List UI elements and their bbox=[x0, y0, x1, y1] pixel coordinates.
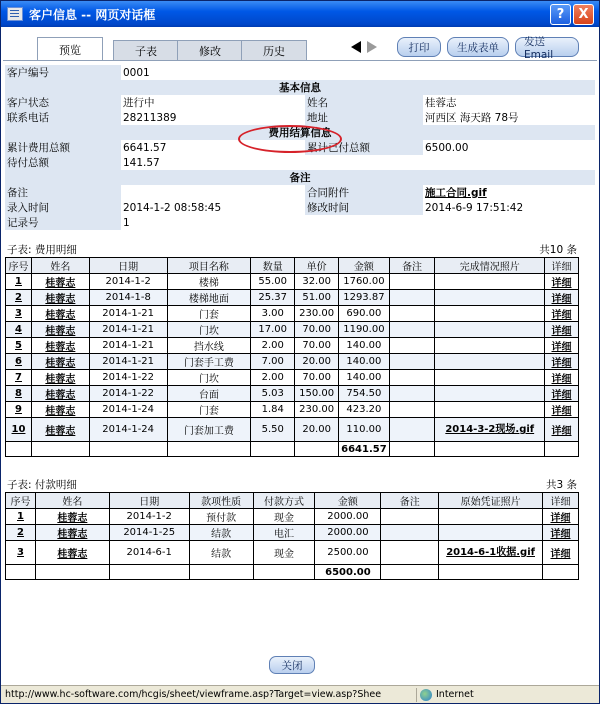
expense-total-cell bbox=[435, 442, 545, 457]
expense-row bbox=[6, 322, 579, 338]
expense-name-link[interactable]: 桂蓉志 bbox=[31, 418, 89, 442]
expense-detail-link[interactable]: 详细 bbox=[545, 354, 579, 370]
phone-value: 28211389 bbox=[121, 110, 305, 125]
expense-cell: 2014-1-22 bbox=[89, 386, 167, 402]
payment-total-row bbox=[6, 565, 579, 580]
expense-cell: 20.00 bbox=[295, 354, 339, 370]
expense-cell: 2014-1-21 bbox=[89, 338, 167, 354]
expense-cell: 挡水线 bbox=[167, 338, 251, 354]
expense-cell: 1190.00 bbox=[339, 322, 390, 338]
expense-header-cell: 数量 bbox=[251, 258, 295, 274]
zone-indicator bbox=[420, 689, 474, 701]
expense-cell: 140.00 bbox=[339, 354, 390, 370]
name-value: 桂蓉志 bbox=[423, 95, 595, 110]
zone-label: Internet bbox=[436, 689, 474, 700]
expense-total-row bbox=[6, 442, 579, 457]
payment-cell: 2000.00 bbox=[315, 509, 381, 525]
expense-header-cell: 日期 bbox=[89, 258, 167, 274]
payment-cell: 现金 bbox=[253, 541, 315, 565]
expense-name-link[interactable]: 桂蓉志 bbox=[31, 370, 89, 386]
expense-row-number-link[interactable]: 9 bbox=[6, 402, 32, 418]
payment-row bbox=[6, 509, 579, 525]
customer-id-label: 客户编号 bbox=[5, 65, 121, 80]
expense-cell bbox=[389, 306, 435, 322]
expense-row bbox=[6, 370, 579, 386]
expense-cell bbox=[389, 402, 435, 418]
expense-cell: 楼梯 bbox=[167, 274, 251, 290]
payment-photo-link bbox=[439, 525, 543, 541]
expense-header-cell: 金额 bbox=[339, 258, 390, 274]
expense-table-header bbox=[5, 244, 579, 257]
expense-header-cell: 项目名称 bbox=[167, 258, 251, 274]
expense-name-link[interactable]: 桂蓉志 bbox=[31, 402, 89, 418]
expense-cell bbox=[389, 274, 435, 290]
notes-heading: 备注 bbox=[5, 170, 595, 185]
address-value: 河西区 海天路 78号 bbox=[423, 110, 595, 125]
expense-cell: 2014-1-24 bbox=[89, 402, 167, 418]
payment-cell: 电汇 bbox=[253, 525, 315, 541]
expense-cell: 门套 bbox=[167, 402, 251, 418]
payment-total-cell bbox=[189, 565, 253, 580]
expense-cell: 110.00 bbox=[339, 418, 390, 442]
expense-name-link[interactable]: 桂蓉志 bbox=[31, 290, 89, 306]
expense-cell: 1760.00 bbox=[339, 274, 390, 290]
expense-cell: 楼梯地面 bbox=[167, 290, 251, 306]
payment-cell: 现金 bbox=[253, 509, 315, 525]
expense-detail-link[interactable]: 详细 bbox=[545, 338, 579, 354]
expense-cell: 2014-1-21 bbox=[89, 322, 167, 338]
payment-table-header bbox=[5, 479, 579, 492]
total-cost-value: 6641.57 bbox=[121, 140, 305, 155]
generate-form-button[interactable]: 生成表单 bbox=[447, 37, 509, 57]
expense-cell bbox=[389, 290, 435, 306]
payment-header-cell: 金额 bbox=[315, 493, 381, 509]
expense-table bbox=[5, 257, 579, 457]
pending-label: 待付总额 bbox=[5, 155, 121, 170]
tab-modify[interactable]: 修改 bbox=[177, 40, 243, 60]
status-label: 客户状态 bbox=[5, 95, 121, 110]
entry-time-value: 2014-1-2 08:58:45 bbox=[121, 200, 305, 215]
expense-cell: 20.00 bbox=[295, 418, 339, 442]
customer-id-value: 0001 bbox=[121, 65, 595, 80]
expense-row-number-link[interactable]: 5 bbox=[6, 338, 32, 354]
expense-photo-link[interactable]: 2014-3-2现场.gif bbox=[435, 418, 545, 442]
expense-photo-link bbox=[435, 402, 545, 418]
payment-name-link[interactable]: 桂蓉志 bbox=[35, 509, 109, 525]
expense-cell: 2014-1-21 bbox=[89, 306, 167, 322]
expense-cell: 423.20 bbox=[339, 402, 390, 418]
expense-cell: 140.00 bbox=[339, 338, 390, 354]
expense-cell: 754.50 bbox=[339, 386, 390, 402]
expense-cell: 门坎 bbox=[167, 322, 251, 338]
expense-total-cell bbox=[251, 442, 295, 457]
previous-arrow-icon[interactable] bbox=[351, 41, 361, 53]
contract-label: 合同附件 bbox=[305, 185, 423, 200]
expense-cell: 70.00 bbox=[295, 322, 339, 338]
expense-cell bbox=[389, 338, 435, 354]
payment-total-cell bbox=[439, 565, 543, 580]
payment-cell: 2014-6-1 bbox=[109, 541, 189, 565]
expense-row bbox=[6, 338, 579, 354]
expense-total-cell bbox=[6, 442, 32, 457]
status-separator bbox=[416, 688, 417, 702]
notes-value bbox=[121, 185, 305, 200]
expense-cell: 690.00 bbox=[339, 306, 390, 322]
expense-row bbox=[6, 386, 579, 402]
tab-subtable[interactable]: 子表 bbox=[113, 40, 179, 60]
expense-header-cell: 单价 bbox=[295, 258, 339, 274]
payment-total-cell bbox=[381, 565, 439, 580]
expense-cell: 2014-1-21 bbox=[89, 354, 167, 370]
expense-name-link[interactable]: 桂蓉志 bbox=[31, 274, 89, 290]
cost-info-heading: 费用结算信息 bbox=[5, 125, 595, 140]
expense-row-number-link[interactable]: 8 bbox=[6, 386, 32, 402]
expense-photo-link bbox=[435, 386, 545, 402]
payment-cell: 2014-1-2 bbox=[109, 509, 189, 525]
expense-cell: 230.00 bbox=[295, 306, 339, 322]
expense-table-count: 共10 条 bbox=[539, 244, 577, 256]
expense-header-cell: 姓名 bbox=[31, 258, 89, 274]
expense-photo-link bbox=[435, 338, 545, 354]
payment-row bbox=[6, 525, 579, 541]
close-button[interactable]: 关闭 bbox=[269, 656, 315, 674]
modify-time-value: 2014-6-9 17:51:42 bbox=[423, 200, 595, 215]
payment-total-value: 6500.00 bbox=[315, 565, 381, 580]
expense-name-link[interactable]: 桂蓉志 bbox=[31, 354, 89, 370]
payment-cell: 2000.00 bbox=[315, 525, 381, 541]
globe-icon bbox=[420, 689, 432, 701]
expense-total-value: 6641.57 bbox=[339, 442, 390, 457]
expense-row-number-link[interactable]: 1 bbox=[6, 274, 32, 290]
close-window-button[interactable]: X bbox=[573, 4, 594, 25]
expense-cell: 25.37 bbox=[251, 290, 295, 306]
expense-cell bbox=[389, 386, 435, 402]
expense-photo-link bbox=[435, 290, 545, 306]
expense-cell: 台面 bbox=[167, 386, 251, 402]
expense-row bbox=[6, 354, 579, 370]
payment-row bbox=[6, 541, 579, 565]
record-value: 1 bbox=[121, 215, 595, 230]
expense-row-number-link[interactable]: 3 bbox=[6, 306, 32, 322]
customer-info-table bbox=[5, 65, 595, 230]
next-arrow-icon[interactable] bbox=[367, 41, 377, 53]
app-icon bbox=[7, 7, 23, 21]
payment-cell bbox=[381, 509, 439, 525]
expense-name-link[interactable]: 桂蓉志 bbox=[31, 386, 89, 402]
expense-header-cell: 序号 bbox=[6, 258, 32, 274]
expense-detail-link[interactable]: 详细 bbox=[545, 274, 579, 290]
contract-attachment-link[interactable]: 施工合同.gif bbox=[425, 187, 487, 199]
expense-cell: 3.00 bbox=[251, 306, 295, 322]
expense-cell: 2014-1-2 bbox=[89, 274, 167, 290]
expense-detail-link[interactable]: 详细 bbox=[545, 386, 579, 402]
expense-cell: 7.00 bbox=[251, 354, 295, 370]
payment-cell: 2500.00 bbox=[315, 541, 381, 565]
expense-cell: 门套 bbox=[167, 306, 251, 322]
expense-row-number-link[interactable]: 2 bbox=[6, 290, 32, 306]
payment-header-cell: 原始凭证照片 bbox=[439, 493, 543, 509]
payment-header-cell: 款项性质 bbox=[189, 493, 253, 509]
payment-name-link[interactable]: 桂蓉志 bbox=[35, 525, 109, 541]
payment-row-number-link[interactable]: 2 bbox=[6, 525, 36, 541]
expense-cell bbox=[389, 322, 435, 338]
expense-cell: 55.00 bbox=[251, 274, 295, 290]
payment-cell: 结款 bbox=[189, 541, 253, 565]
print-button[interactable]: 打印 bbox=[397, 37, 441, 57]
payment-table bbox=[5, 492, 579, 580]
pending-value: 141.57 bbox=[121, 155, 595, 170]
expense-cell: 1293.87 bbox=[339, 290, 390, 306]
modify-time-label: 修改时间 bbox=[305, 200, 423, 215]
tab-preview[interactable]: 预览 bbox=[37, 37, 103, 61]
status-bar bbox=[1, 685, 599, 703]
tab-bar bbox=[3, 27, 597, 61]
payment-cell: 2014-1-25 bbox=[109, 525, 189, 541]
expense-cell: 17.00 bbox=[251, 322, 295, 338]
expense-header-cell: 完成情况照片 bbox=[435, 258, 545, 274]
expense-cell: 2014-1-8 bbox=[89, 290, 167, 306]
expense-cell: 门坎 bbox=[167, 370, 251, 386]
expense-name-link[interactable]: 桂蓉志 bbox=[31, 338, 89, 354]
payment-photo-link[interactable]: 2014-6-1收据.gif bbox=[439, 541, 543, 565]
payment-table-title: 子表: 付款明细 bbox=[7, 479, 77, 491]
payment-detail-link[interactable]: 详细 bbox=[542, 509, 578, 525]
expense-cell: 1.84 bbox=[251, 402, 295, 418]
expense-name-link[interactable]: 桂蓉志 bbox=[31, 306, 89, 322]
payment-total-cell bbox=[35, 565, 109, 580]
expense-cell: 2014-1-24 bbox=[89, 418, 167, 442]
payment-header-cell: 备注 bbox=[381, 493, 439, 509]
expense-photo-link bbox=[435, 274, 545, 290]
payment-row-number-link[interactable]: 3 bbox=[6, 541, 36, 565]
expense-name-link[interactable]: 桂蓉志 bbox=[31, 322, 89, 338]
expense-cell: 门套手工费 bbox=[167, 354, 251, 370]
payment-row-number-link[interactable]: 1 bbox=[6, 509, 36, 525]
expense-photo-link bbox=[435, 354, 545, 370]
window-title: 客户信息 -- 网页对话框 bbox=[29, 7, 156, 22]
expense-row bbox=[6, 402, 579, 418]
expense-detail-link[interactable]: 详细 bbox=[545, 370, 579, 386]
status-value: 进行中 bbox=[121, 95, 305, 110]
payment-total-cell bbox=[542, 565, 578, 580]
payment-cell: 结款 bbox=[189, 525, 253, 541]
send-email-button[interactable]: 发送Email bbox=[515, 37, 579, 57]
payment-cell bbox=[381, 541, 439, 565]
expense-table-title: 子表: 费用明细 bbox=[7, 244, 77, 256]
expense-total-cell bbox=[295, 442, 339, 457]
expense-cell: 门套加工费 bbox=[167, 418, 251, 442]
expense-header-cell: 详细 bbox=[545, 258, 579, 274]
notes-label: 备注 bbox=[5, 185, 121, 200]
tab-divider bbox=[3, 60, 597, 61]
expense-row-number-link[interactable]: 10 bbox=[6, 418, 32, 442]
payment-detail-link[interactable]: 详细 bbox=[542, 525, 578, 541]
expense-row bbox=[6, 306, 579, 322]
expense-cell: 5.50 bbox=[251, 418, 295, 442]
status-url: http://www.hc-software.com/hcgis/sheet/viewframe.asp?Target=view.asp?Shee bbox=[5, 689, 382, 700]
basic-info-heading: 基本信息 bbox=[5, 80, 595, 95]
payment-cell: 预付款 bbox=[189, 509, 253, 525]
expense-detail-link[interactable]: 详细 bbox=[545, 322, 579, 338]
payment-detail-link[interactable]: 详细 bbox=[542, 541, 578, 565]
expense-detail-link[interactable]: 详细 bbox=[545, 290, 579, 306]
expense-total-cell bbox=[389, 442, 435, 457]
expense-total-cell bbox=[89, 442, 167, 457]
payment-total-cell bbox=[253, 565, 315, 580]
expense-total-cell bbox=[545, 442, 579, 457]
phone-label: 联系电话 bbox=[5, 110, 121, 125]
expense-cell: 32.00 bbox=[295, 274, 339, 290]
expense-cell bbox=[389, 370, 435, 386]
total-cost-label: 累计费用总额 bbox=[5, 140, 121, 155]
record-label: 记录号 bbox=[5, 215, 121, 230]
expense-header-cell: 备注 bbox=[389, 258, 435, 274]
expense-row-number-link[interactable]: 7 bbox=[6, 370, 32, 386]
total-paid-label: 累计已付总额 bbox=[305, 140, 423, 155]
payment-header-cell: 付款方式 bbox=[253, 493, 315, 509]
main-content bbox=[5, 65, 595, 580]
expense-cell: 140.00 bbox=[339, 370, 390, 386]
help-button[interactable]: ? bbox=[550, 4, 571, 25]
expense-total-cell bbox=[167, 442, 251, 457]
expense-row-number-link[interactable]: 4 bbox=[6, 322, 32, 338]
expense-detail-link[interactable]: 详细 bbox=[545, 306, 579, 322]
total-paid-value: 6500.00 bbox=[423, 140, 595, 155]
expense-detail-link[interactable]: 详细 bbox=[545, 402, 579, 418]
payment-name-link[interactable]: 桂蓉志 bbox=[35, 541, 109, 565]
expense-cell: 2.00 bbox=[251, 370, 295, 386]
payment-header-cell: 详细 bbox=[542, 493, 578, 509]
expense-cell: 230.00 bbox=[295, 402, 339, 418]
expense-total-cell bbox=[31, 442, 89, 457]
expense-cell: 70.00 bbox=[295, 370, 339, 386]
payment-header-cell: 姓名 bbox=[35, 493, 109, 509]
expense-cell: 51.00 bbox=[295, 290, 339, 306]
expense-cell: 150.00 bbox=[295, 386, 339, 402]
expense-row-number-link[interactable]: 6 bbox=[6, 354, 32, 370]
payment-total-cell bbox=[109, 565, 189, 580]
expense-cell: 2014-1-22 bbox=[89, 370, 167, 386]
expense-cell bbox=[389, 418, 435, 442]
expense-row bbox=[6, 274, 579, 290]
payment-table-count: 共3 条 bbox=[545, 479, 577, 491]
payment-cell bbox=[381, 525, 439, 541]
payment-header-cell: 序号 bbox=[6, 493, 36, 509]
expense-photo-link bbox=[435, 370, 545, 386]
payment-header-cell: 日期 bbox=[109, 493, 189, 509]
address-label: 地址 bbox=[305, 110, 423, 125]
payment-photo-link bbox=[439, 509, 543, 525]
expense-cell bbox=[389, 354, 435, 370]
entry-time-label: 录入时间 bbox=[5, 200, 121, 215]
expense-cell: 5.03 bbox=[251, 386, 295, 402]
expense-row bbox=[6, 290, 579, 306]
expense-row bbox=[6, 418, 579, 442]
title-bar bbox=[1, 1, 599, 27]
expense-photo-link bbox=[435, 306, 545, 322]
tab-history[interactable]: 历史 bbox=[241, 40, 307, 60]
expense-cell: 70.00 bbox=[295, 338, 339, 354]
expense-cell: 2.00 bbox=[251, 338, 295, 354]
expense-photo-link bbox=[435, 322, 545, 338]
payment-total-cell bbox=[6, 565, 36, 580]
expense-detail-link[interactable]: 详细 bbox=[545, 418, 579, 442]
name-label: 姓名 bbox=[305, 95, 423, 110]
